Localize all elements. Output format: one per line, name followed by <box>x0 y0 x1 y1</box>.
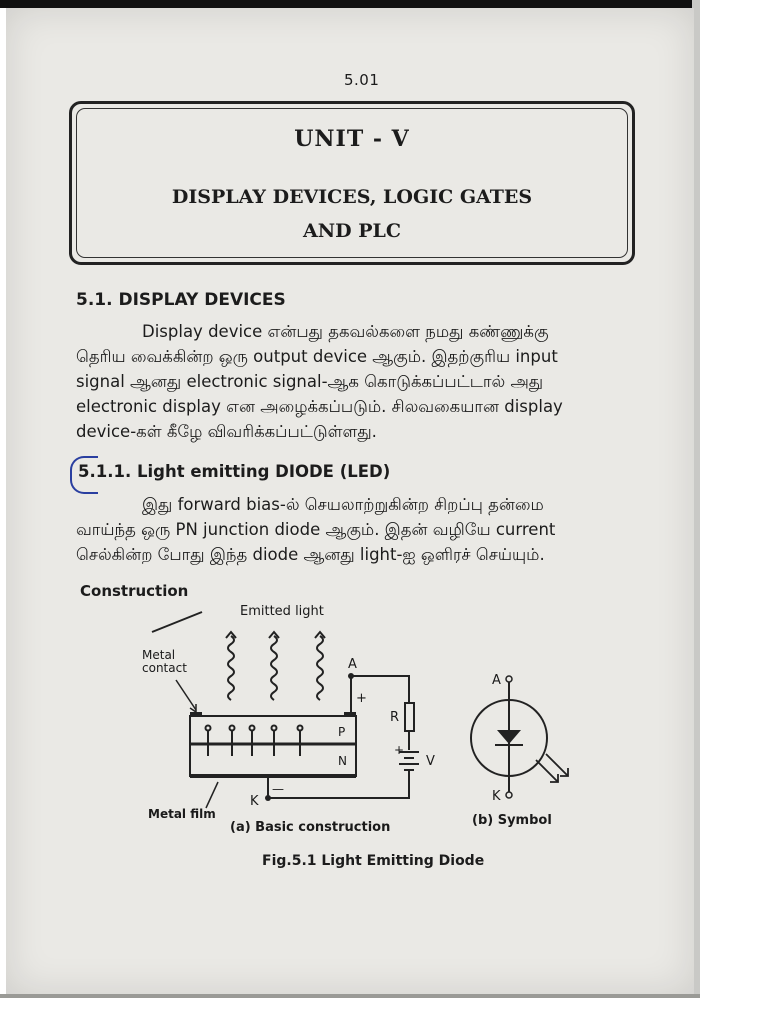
resistor <box>405 703 414 731</box>
symbol-caption: (b) Symbol <box>472 813 552 828</box>
voltage-label: V <box>426 754 435 769</box>
section-heading: 5.1. DISPLAY DEVICES <box>76 290 286 310</box>
anode-plus: + <box>356 691 367 706</box>
symbol-anode-terminal <box>506 676 512 682</box>
para2-line: செல்கின்ற போது இந்த diode ஆனது light-ஐ ஒளிரச் செய்யும். <box>76 545 545 564</box>
para2-line: வாய்ந்த ஒரு PN junction diode ஆகும். இதன் வழியே current <box>76 520 556 539</box>
bottom-page-edge <box>0 994 700 998</box>
metal-film-arrow <box>206 782 218 808</box>
metal-contact-label-1: Metal <box>142 648 176 662</box>
top-dark-border <box>0 0 700 8</box>
figure-caption: Fig.5.1 Light Emitting Diode <box>262 853 485 869</box>
battery-plus: + <box>394 743 405 757</box>
basic-construction-caption: (a) Basic construction <box>230 820 391 835</box>
n-region-label: N <box>338 754 347 768</box>
para1-line: signal ஆனது electronic signal-ஆக கொடுக்கப்பட்டால் அது <box>76 372 544 391</box>
symbol-cathode-label: K <box>492 789 501 804</box>
para1-line: device-கள் கீழே விவரிக்கப்பட்டுள்ளது. <box>76 422 377 441</box>
metal-contact-arrow <box>176 680 196 710</box>
symbol-cathode-terminal <box>506 792 512 798</box>
dopant-pins <box>206 726 303 757</box>
construction-heading: Construction <box>80 582 189 600</box>
light-wave-1 <box>228 636 234 700</box>
unit-title-line-2: AND PLC <box>303 220 401 242</box>
led-figure <box>6 8 694 994</box>
metal-contact-label-2: contact <box>142 661 187 675</box>
cathode-minus: — <box>272 782 284 796</box>
anode-label: A <box>348 657 357 672</box>
diode-triangle <box>497 730 521 744</box>
page-number: 5.01 <box>344 71 380 89</box>
light-wave-3 <box>317 636 323 700</box>
unit-title-line-1: DISPLAY DEVICES, LOGIC GATES <box>171 186 533 208</box>
cathode-label: K <box>250 794 259 809</box>
symbol-anode-label: A <box>492 673 501 688</box>
pen-stroke <box>152 612 202 632</box>
metal-film-label: Metal film <box>148 807 216 821</box>
cathode-terminal <box>265 795 271 801</box>
p-region-label: P <box>338 725 346 739</box>
left-metal-contact <box>190 712 202 717</box>
para1-line: தெரிய வைக்கின்ற ஒரு output device ஆகும். இதற்குரிய input <box>76 347 558 366</box>
para2-line: இது forward bias-ல் செயலாற்றுகின்ற சிறப்பு தன்மை <box>142 495 544 514</box>
metal-film <box>190 774 356 778</box>
subsection-heading: 5.1.1. Light emitting DIODE (LED) <box>78 462 390 481</box>
unit-heading: UNIT - V <box>294 126 410 152</box>
para1-line: electronic display என அழைக்கப்படும். சிலவகையான display <box>76 397 563 416</box>
scanned-page <box>6 8 694 994</box>
para1-line: Display device என்பது தகவல்களை நமது கண்ணுக்கு <box>142 322 549 341</box>
emitted-light-label: Emitted light <box>240 604 324 619</box>
light-wave-2 <box>271 636 277 700</box>
resistor-label: R <box>390 710 400 725</box>
